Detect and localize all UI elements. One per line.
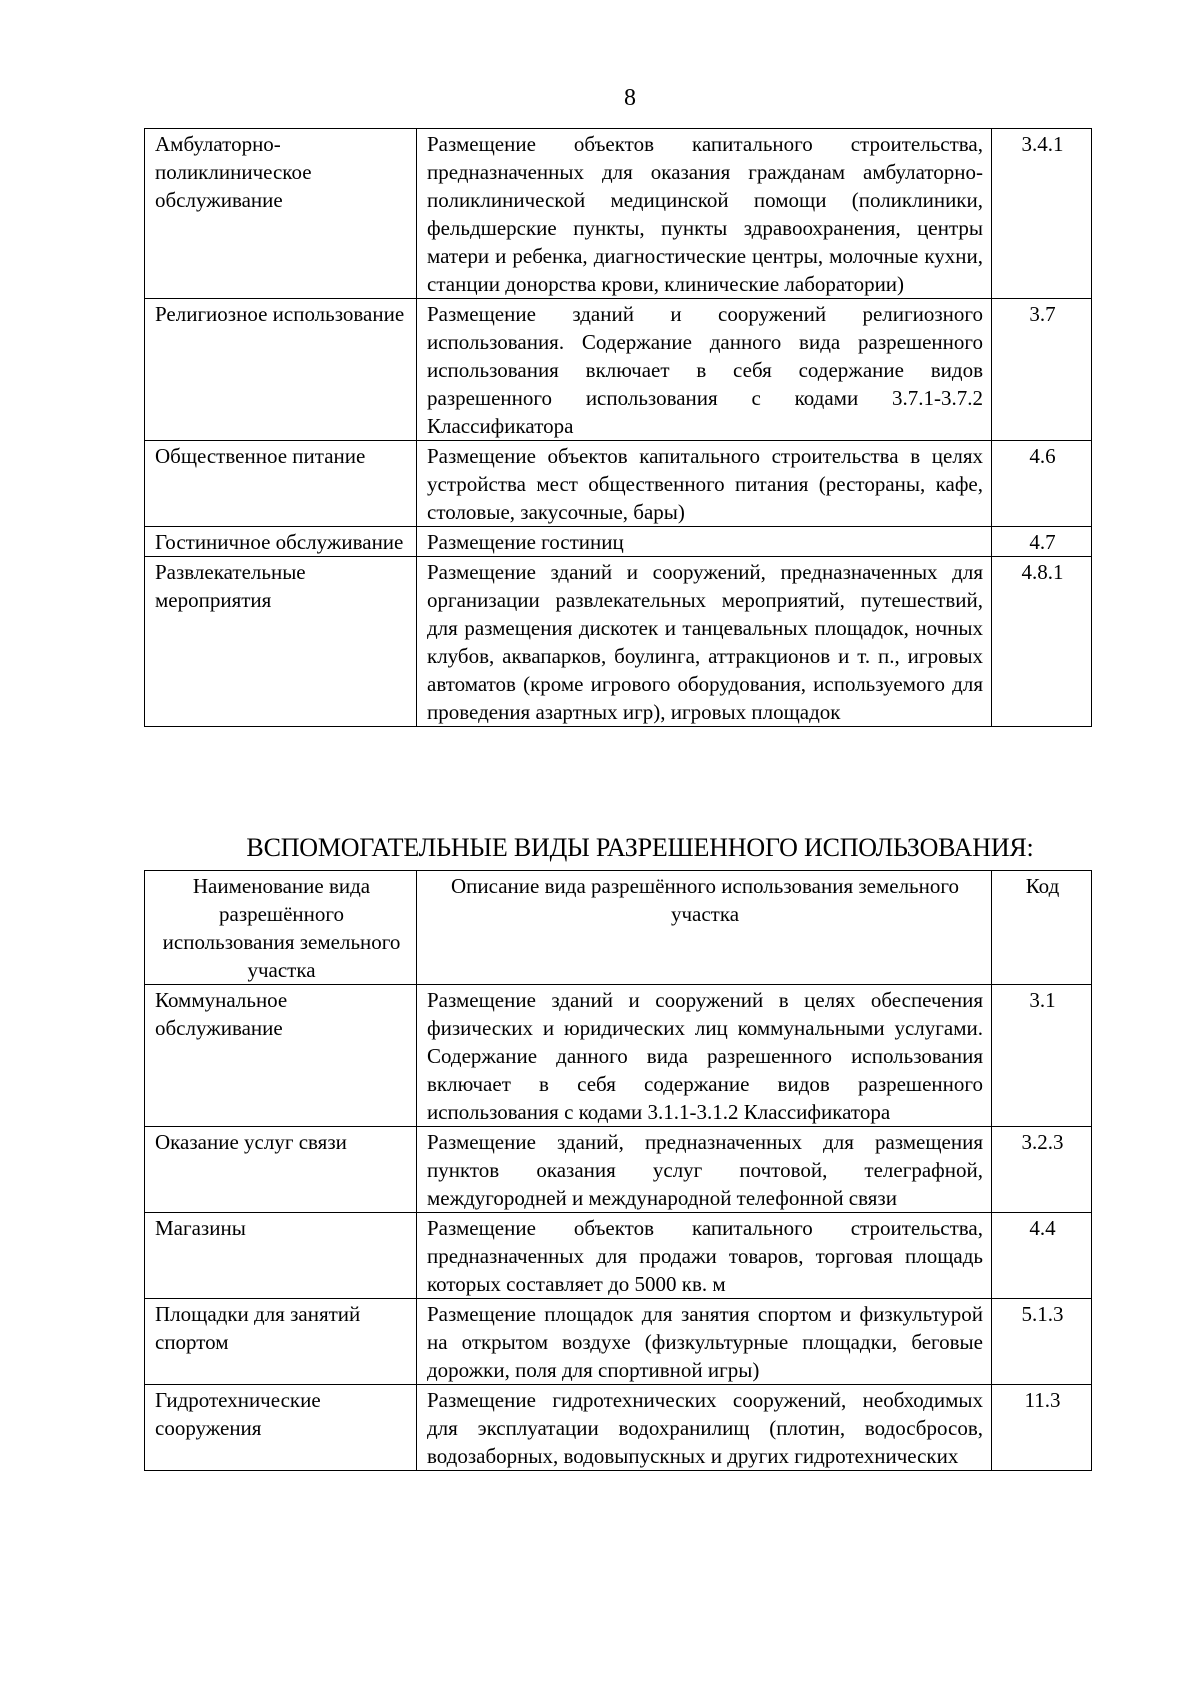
use-name: Гидротехнические сооружения — [145, 1385, 417, 1471]
use-code: 11.3 — [992, 1385, 1092, 1471]
use-description: Размещение зданий и сооружений, предназначенных для организации развлекательных мероприятий, путешествий, для размещения дискотек и танцевальных площадок, ночных клубов, аквапарков, боулинга, аттракционов и т. п., игровых автоматов (кроме игрового оборудования, используемого для проведения азартных игр), игровых площадок — [417, 557, 992, 727]
table-row — [145, 1299, 1092, 1385]
table-row — [145, 441, 1092, 527]
page-number: 8 — [624, 85, 636, 111]
use-name: Магазины — [145, 1213, 417, 1299]
use-name: Площадки для занятий спортом — [145, 1299, 417, 1385]
use-name: Развлекательные мероприятия — [145, 557, 417, 727]
table-row — [145, 1213, 1092, 1299]
table-row — [145, 1127, 1092, 1213]
use-code: 5.1.3 — [992, 1299, 1092, 1385]
use-code: 3.1 — [992, 985, 1092, 1127]
use-name: Гостиничное обслуживание — [145, 527, 417, 557]
table-row — [145, 1385, 1092, 1471]
use-name: Коммунальное обслуживание — [145, 985, 417, 1127]
use-description: Размещение гостиниц — [417, 527, 992, 557]
use-code: 3.7 — [992, 299, 1092, 441]
use-code: 3.2.3 — [992, 1127, 1092, 1213]
use-name: Оказание услуг связи — [145, 1127, 417, 1213]
use-description: Размещение объектов капитального строительства, предназначенных для продажи товаров, торговая площадь которых составляет до 5000 кв. м — [417, 1213, 992, 1299]
use-description: Размещение гидротехнических сооружений, необходимых для эксплуатации водохранилищ (плотин, водосбросов, водозаборных, водовыпускных и других гидротехнических — [417, 1385, 992, 1471]
table-row — [145, 129, 1092, 299]
use-code: 3.4.1 — [992, 129, 1092, 299]
auxiliary-uses-heading: ВСПОМОГАТЕЛЬНЫЕ ВИДЫ РАЗРЕШЕННОГО ИСПОЛЬЗОВАНИЯ: — [246, 833, 1034, 862]
main-use-table — [144, 128, 1092, 727]
use-code: 4.4 — [992, 1213, 1092, 1299]
table-row — [145, 527, 1092, 557]
use-name: Общественное питание — [145, 441, 417, 527]
table-header-row — [145, 871, 1092, 985]
use-code: 4.8.1 — [992, 557, 1092, 727]
header-description: Описание вида разрешённого использования земельного участка — [417, 871, 992, 985]
header-code: Код — [992, 871, 1092, 985]
use-description: Размещение объектов капитального строительства, предназначенных для оказания гражданам амбулаторно-поликлинической медицинской помощи (поликлиники, фельдшерские пункты, пункты здравоохранения, центры матери и ребенка, диагностические центры, молочные кухни, станции донорства крови, клинические лаборатории) — [417, 129, 992, 299]
table-row — [145, 299, 1092, 441]
use-name: Амбулаторно-поликлиническое обслуживание — [145, 129, 417, 299]
use-description: Размещение площадок для занятия спортом и физкультурой на открытом воздухе (физкультурные площадки, беговые дорожки, поля для спортивной игры) — [417, 1299, 992, 1385]
use-description: Размещение зданий и сооружений религиозного использования. Содержание данного вида разрешенного использования включает в себя содержание видов разрешенного использования с кодами 3.7.1-3.7.2 Классификатора — [417, 299, 992, 441]
table-row — [145, 985, 1092, 1127]
table-row — [145, 557, 1092, 727]
use-description: Размещение зданий и сооружений в целях обеспечения физических и юридических лиц коммунальными услугами. Содержание данного вида разрешенного использования включает в себя содержание видов разрешенного использования с кодами 3.1.1-3.1.2 Классификатора — [417, 985, 992, 1127]
header-name: Наименование вида разрешённого использования земельного участка — [145, 871, 417, 985]
use-code: 4.6 — [992, 441, 1092, 527]
use-name: Религиозное использование — [145, 299, 417, 441]
use-code: 4.7 — [992, 527, 1092, 557]
auxiliary-use-table — [144, 870, 1092, 1471]
use-description: Размещение объектов капитального строительства в целях устройства мест общественного питания (рестораны, кафе, столовые, закусочные, бары) — [417, 441, 992, 527]
use-description: Размещение зданий, предназначенных для размещения пунктов оказания услуг почтовой, телеграфной, междугородней и международной телефонной связи — [417, 1127, 992, 1213]
